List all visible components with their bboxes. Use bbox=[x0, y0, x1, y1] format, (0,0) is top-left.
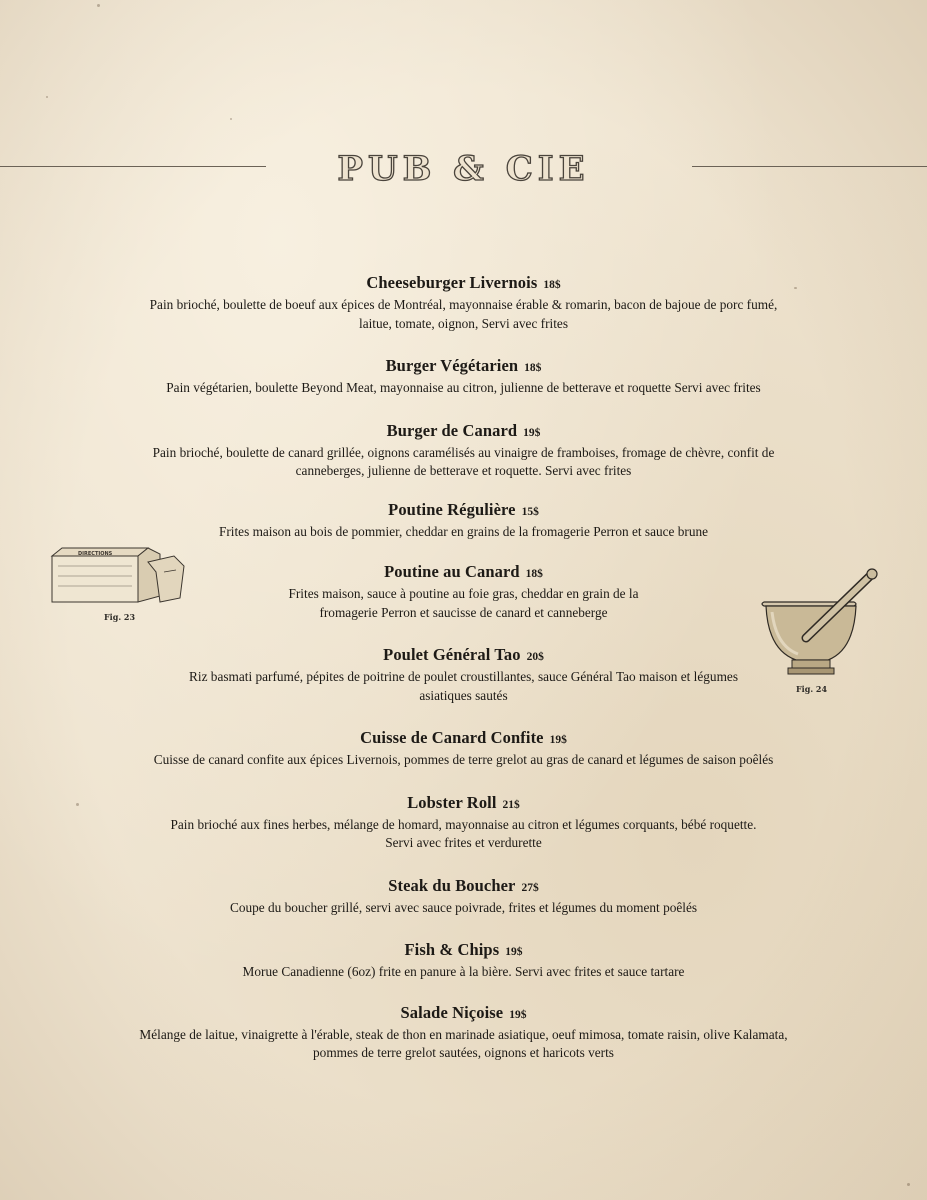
item-price: 19$ bbox=[509, 1008, 527, 1021]
menu-item bbox=[130, 792, 797, 853]
item-name: Cuisse de Canard Confite bbox=[360, 728, 544, 747]
figure-mortar bbox=[758, 568, 882, 700]
mortar-pestle-icon bbox=[758, 568, 882, 680]
item-name: Fish & Chips bbox=[404, 940, 500, 959]
item-name: Poutine au Canard bbox=[384, 562, 520, 581]
item-name: Poutine Régulière bbox=[388, 499, 516, 519]
menu-item bbox=[130, 1002, 797, 1063]
menu-item bbox=[130, 875, 797, 918]
paper-speck bbox=[907, 1183, 910, 1186]
item-description: Pain brioché, boulette de boeuf aux épices de Montréal, mayonnaise érable & romarin, bacon de bajoue de porc fumé, laitue, tomate, oignon, Servi avec frites bbox=[149, 297, 778, 331]
item-name: Salade Niçoise bbox=[400, 1002, 504, 1022]
menu-item bbox=[130, 499, 797, 542]
item-name: Lobster Roll bbox=[407, 792, 497, 812]
item-description: Pain brioché aux fines herbes, mélange de homard, mayonnaise au citron et légumes corquants, bébé roquette. Servi avec frites et verdurette bbox=[170, 816, 757, 850]
item-description: Morue Canadienne (6oz) frite en panure à la bière. Servi avec frites et sauce tartare bbox=[242, 964, 685, 979]
paper-speck bbox=[76, 803, 79, 806]
item-description: Cuisse de canard confite aux épices Livernois, pommes de terre grelot au gras de canard et légumes de saison poêlés bbox=[153, 752, 774, 767]
item-name: Steak du Boucher bbox=[388, 875, 516, 895]
item-description: Pain brioché, boulette de canard grillée, oignons caramélisés au vinaigre de framboises, fromage de chèvre, confit de canneberges, julienne de betterave et roquette. Servi avec frites bbox=[152, 444, 775, 478]
item-description: Frites maison au bois de pommier, cheddar en grains de la fromagerie Perron et sauce brune bbox=[218, 523, 709, 539]
menu-list bbox=[130, 272, 797, 1063]
menu-item bbox=[130, 644, 797, 705]
item-price: 20$ bbox=[526, 651, 544, 663]
menu-item bbox=[130, 561, 797, 622]
item-name: Cheeseburger Livernois bbox=[366, 273, 538, 292]
item-price: 27$ bbox=[521, 881, 539, 894]
paper-speck bbox=[46, 96, 48, 98]
item-price: 18$ bbox=[524, 362, 542, 374]
paper-speck bbox=[230, 118, 232, 120]
item-description: Pain végétarien, boulette Beyond Meat, mayonnaise au citron, julienne de betterave et roquette Servi avec frites bbox=[166, 380, 761, 395]
item-name: Burger de Canard bbox=[386, 420, 518, 440]
menu-item bbox=[130, 420, 797, 481]
medicine-box-icon bbox=[48, 542, 188, 608]
item-price: 19$ bbox=[549, 734, 567, 746]
item-description: Coupe du boucher grillé, servi avec sauce poivrade, frites et légumes du moment poêlés bbox=[229, 899, 698, 915]
item-description: Frites maison, sauce à poutine au foie gras, cheddar en grain de la fromagerie Perron et saucisse de canard et canneberge bbox=[288, 586, 639, 620]
menu-item bbox=[130, 355, 797, 398]
paper-speck bbox=[97, 4, 100, 7]
item-price: 18$ bbox=[525, 568, 543, 580]
item-name: Poulet Général Tao bbox=[383, 645, 521, 664]
item-price: 15$ bbox=[521, 505, 539, 518]
menu-header bbox=[0, 150, 927, 190]
menu-item bbox=[130, 939, 797, 982]
menu-title: PUB & CIE bbox=[337, 149, 590, 189]
item-price: 18$ bbox=[543, 279, 561, 291]
figure-label: Fig. 23 bbox=[104, 612, 136, 622]
figure-label: Fig. 24 bbox=[796, 684, 828, 694]
item-description: Mélange de laitue, vinaigrette à l'érable, steak de thon en marinade asiatique, oeuf mimosa, tomate raisin, olive Kalamata, pommes de terre grelot sautées, oignons et haricots verts bbox=[139, 1026, 788, 1060]
box-text: DIRECTIONS bbox=[78, 551, 113, 557]
item-price: 19$ bbox=[523, 426, 541, 439]
item-description: Riz basmati parfumé, pépites de poitrine de poulet croustillantes, sauce Général Tao maison et légumes asiatiques sautés bbox=[189, 669, 738, 703]
menu-item bbox=[130, 727, 797, 770]
menu-item bbox=[130, 272, 797, 333]
item-price: 21$ bbox=[502, 798, 520, 811]
item-price: 19$ bbox=[505, 946, 523, 958]
figure-box bbox=[48, 542, 188, 624]
item-name: Burger Végétarien bbox=[385, 356, 519, 375]
